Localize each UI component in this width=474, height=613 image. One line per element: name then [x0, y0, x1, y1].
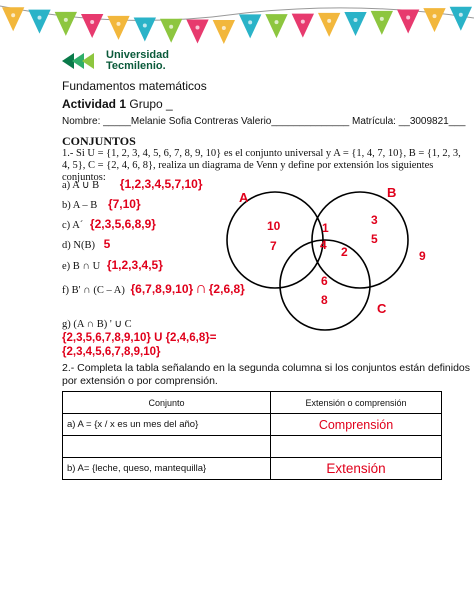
question-e — [62, 258, 163, 272]
bunting-flag — [423, 8, 445, 32]
question-g-answer-line2: {2,3,4,5,6,7,8,9,10} — [62, 346, 161, 358]
question-g-label: g) (A ∩ B) ' ∪ C — [62, 319, 132, 330]
table-row — [63, 436, 442, 458]
question-d-label: d) N(B) — [62, 240, 95, 251]
bunting-flag-dot — [459, 13, 463, 17]
question-e-label: e) B ∩ U — [62, 261, 101, 272]
question-b-label: b) A – B — [62, 200, 98, 211]
table-row — [63, 458, 442, 480]
bunting-flag — [55, 12, 77, 36]
bunting-flag — [134, 17, 156, 41]
table-cell-set: b) A= {leche, queso, mantequilla} — [63, 458, 271, 480]
question-g-answer-line1: {2,3,5,6,7,8,9,10} U {2,4,6,8}= — [62, 332, 217, 344]
bunting-flag — [318, 13, 340, 37]
question-c-answer: {2,3,5,6,8,9} — [89, 217, 156, 231]
bunting-banner — [0, 0, 474, 45]
table-row — [63, 414, 442, 436]
logo-mark-icon — [62, 51, 102, 71]
table-cell-type: Extensión — [271, 458, 442, 480]
table-cell-set — [63, 436, 271, 458]
table-cell-type — [271, 436, 442, 458]
bunting-flag — [450, 7, 472, 31]
bunting-flag — [81, 14, 103, 38]
bunting-flag — [239, 14, 261, 38]
bunting-flag-dot — [117, 22, 121, 26]
bunting-flag — [371, 11, 393, 35]
bunting-flag-dot — [380, 17, 384, 21]
venn-value-abc: 4 — [320, 238, 327, 252]
bunting-flag-dot — [301, 20, 305, 24]
bunting-flag-dot — [196, 26, 200, 30]
bunting-flag — [28, 10, 50, 34]
table-header-type: Extensión o comprensión — [271, 392, 442, 414]
bunting-flag-dot — [433, 14, 437, 18]
venn-label-b: B — [387, 185, 397, 200]
question-a — [62, 177, 203, 191]
bunting-flag-dot — [11, 13, 15, 17]
question-b-answer: {7,10} — [107, 197, 141, 211]
bunting-flag-dot — [64, 18, 68, 22]
activity-title — [62, 97, 173, 111]
section1-prompt: 1.- Si U = {1, 2, 3, 4, 5, 6, 7, 8, 9, 10} es el conjunto universal y A = {1, 4, 7, 10}, B = {1, 2, 3, 4, 5}, C = {2, 4, 6, 8}, realiza un diagrama de Venn y define por extensión los siguientes conjuntos: — [62, 148, 461, 183]
section-title-conjuntos: CONJUNTOS — [62, 134, 136, 148]
bunting-flag-dot — [38, 16, 42, 20]
question-b — [62, 197, 141, 211]
question-e-answer: {1,2,3,4,5} — [106, 258, 163, 272]
table-cell-set: a) A = {x / x es un mes del año} — [63, 414, 271, 436]
classification-table — [62, 391, 442, 480]
subject-title: Fundamentos matemáticos — [62, 79, 207, 93]
bunting-flag-dot — [248, 20, 252, 24]
bunting-flag-dot — [90, 20, 94, 24]
question-a-label: a) A ∪ B — [62, 180, 100, 191]
bunting-flag — [213, 20, 235, 44]
question-f-answer: {6,7,8,9,10} — [130, 282, 194, 296]
question-d-answer: 5 — [103, 237, 111, 251]
bunting-flag — [186, 20, 208, 44]
university-logo — [62, 50, 169, 72]
bunting-flag-dot — [327, 19, 331, 23]
question-f-intersection-symbol: ∩ — [195, 280, 207, 297]
venn-value-bc: 2 — [341, 245, 348, 259]
bunting-flag-dot — [275, 20, 279, 24]
question-a-answer: {1,2,3,4,5,7,10} — [119, 177, 203, 191]
venn-value-outside: 9 — [419, 249, 426, 263]
activity-bold: Actividad 1 — [62, 97, 127, 111]
table-header-set: Conjunto — [63, 392, 271, 414]
activity-rest: Grupo _ — [126, 97, 173, 111]
bunting-flag — [397, 10, 419, 34]
venn-diagram — [205, 180, 445, 340]
bunting-flag-dot — [169, 25, 173, 29]
bunting-flag — [292, 14, 314, 38]
logo-line2: Tecmilenio. — [106, 60, 166, 72]
logo-line1: Universidad — [106, 49, 169, 61]
table-cell-type: Comprensión — [271, 414, 442, 436]
venn-value-ab: 1 — [322, 221, 329, 235]
table-header-row — [63, 392, 442, 414]
question-d — [62, 237, 110, 251]
venn-value-c-only-2: 8 — [321, 293, 328, 307]
question-g — [62, 318, 132, 330]
bunting-flag-dot — [354, 18, 358, 22]
bunting-flag — [107, 16, 129, 40]
bunting-flag — [265, 14, 287, 38]
bunting-flag — [2, 7, 24, 31]
venn-value-a-only-2: 7 — [270, 239, 277, 253]
bunting-flag-dot — [222, 26, 226, 30]
venn-value-b-only-1: 3 — [371, 213, 378, 227]
question-f-label: f) B' ∩ (C – A) — [62, 285, 125, 296]
venn-value-b-only-2: 5 — [371, 232, 378, 246]
question-f-answer2: {2,6,8} — [208, 282, 245, 296]
venn-value-c-only-1: 6 — [321, 274, 328, 288]
question-c-label: c) A´ — [62, 220, 84, 231]
student-info-line: Nombre: _____Melanie Sofia Contreras Valerio______________ Matrícula: __3009821___ — [62, 116, 466, 127]
section2-prompt: 2.- Completa la tabla señalando en la segunda columna si los conjuntos están definidos por extensión o por comprensión. — [62, 362, 471, 387]
venn-label-c: C — [377, 301, 387, 316]
bunting-flag-dot — [406, 16, 410, 20]
bunting-flag-dot — [143, 23, 147, 27]
venn-value-a-only-1: 10 — [267, 219, 281, 233]
venn-label-a: A — [239, 190, 249, 205]
bunting-flag — [160, 19, 182, 43]
bunting-flag — [344, 12, 366, 36]
question-c — [62, 217, 156, 231]
